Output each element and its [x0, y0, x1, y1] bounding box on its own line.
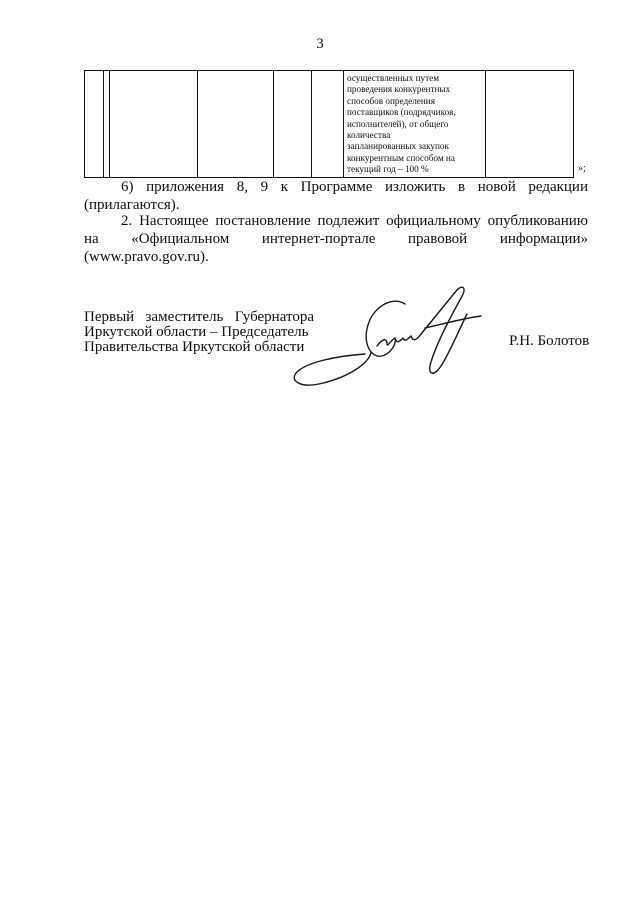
item-6-line-2: (прилагаются). [84, 197, 180, 213]
table-row [84, 70, 574, 178]
indicator-cell-line: запланированных закупок [347, 141, 449, 152]
table-column-divider [103, 71, 104, 177]
indicator-cell-line: конкурентным способом на [347, 152, 455, 163]
table-column-divider [197, 71, 198, 177]
signatory-title-line: Иркутской области – Председатель [84, 324, 309, 340]
indicator-cell-line: поставщиков (подрядчиков, [347, 107, 456, 118]
indicator-cell [347, 73, 487, 176]
indicator-cell-line: проведения конкурентных [347, 84, 451, 95]
indicator-cell-line: исполнителей), от общего [347, 118, 449, 129]
item-6-line-1: 6) приложения 8, 9 к Программе изложить в новой редакции [121, 179, 588, 195]
table-column-divider [109, 71, 110, 177]
indicator-cell-line: способов определения [347, 95, 435, 106]
signatory-title-line: Первый заместитель Губернатора [84, 309, 314, 325]
indicator-cell-line: количества [347, 130, 391, 141]
table-column-divider [273, 71, 274, 177]
handwritten-signature [285, 282, 485, 394]
signatory-title-line: Правительства Иркутской области [84, 339, 305, 355]
table-column-divider [343, 71, 344, 177]
item-2-line-3: (www.pravo.gov.ru). [84, 249, 209, 265]
item-2-line-2: на «Официальном интернет-портале правовой информации» [84, 231, 588, 247]
page-number: 3 [316, 36, 324, 52]
indicator-cell-line: осуществленных путем [347, 73, 440, 83]
signatory-name: Р.Н. Болотов [509, 333, 590, 349]
table-column-divider [311, 71, 312, 177]
signatory-title [84, 310, 314, 355]
closing-quote: »; [578, 163, 586, 174]
indicator-cell-line: текущий год – 100 % [347, 164, 429, 175]
item-2-line-1: 2. Настоящее постановление подлежит официальному опубликованию [121, 213, 588, 229]
